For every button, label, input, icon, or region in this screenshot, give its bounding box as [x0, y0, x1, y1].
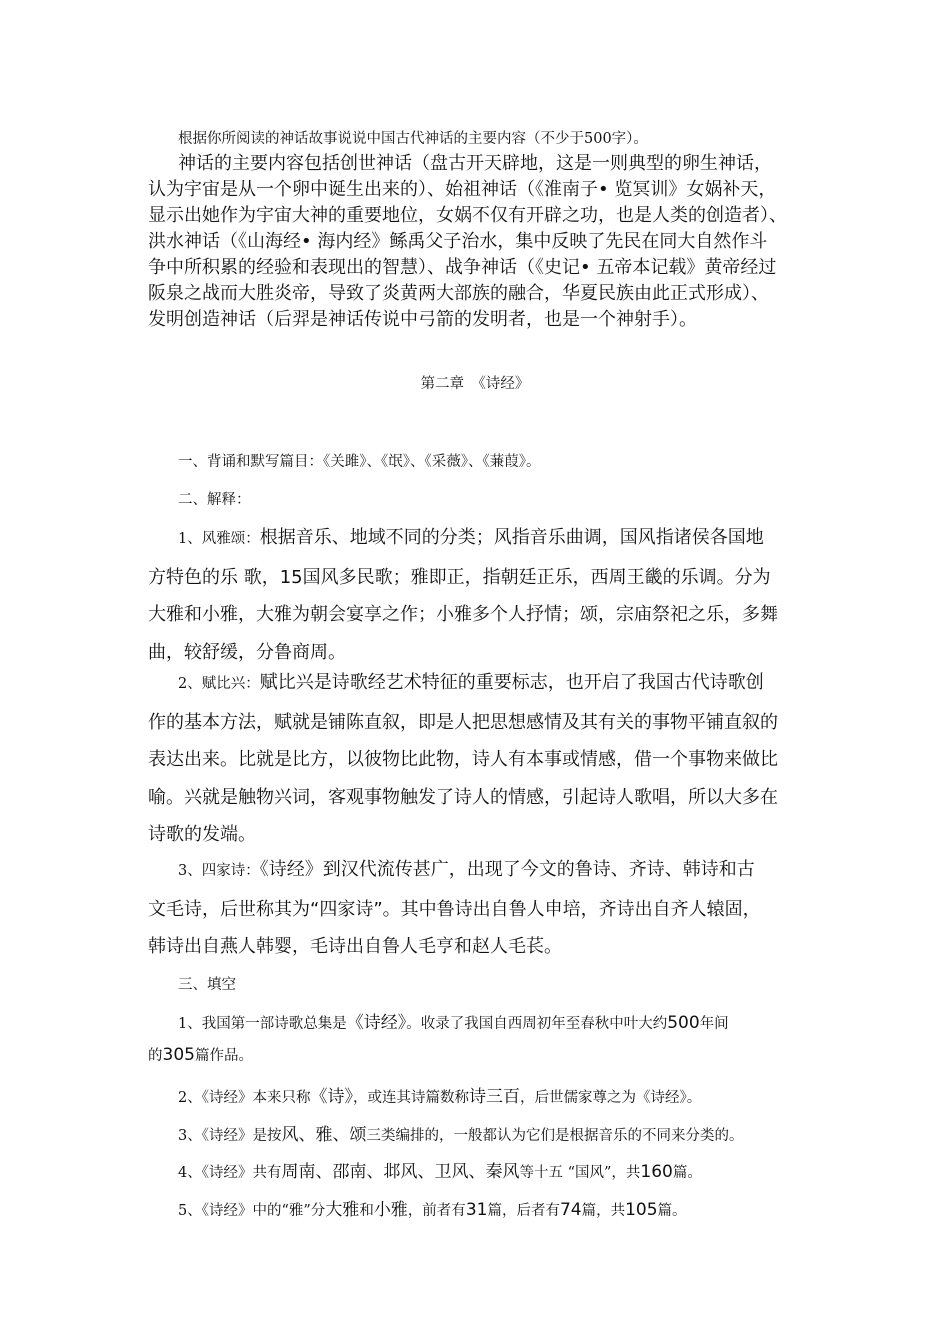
essay-line: 阪泉之战而大胜炎帝，导致了炎黄两大部族的融合，华夏民族由此正式形成）、 — [148, 283, 769, 304]
fill-answer: 《诗》 — [310, 1087, 353, 1107]
fill-item-3: 3、《诗经》是按风、雅、颂三类编排的，一般都认为它们是根据音乐的不同来分类的。 — [178, 1125, 744, 1145]
item-text: 表达出来。比就是比方，以彼物比此物，诗人有本事或情感，借一个事物来做比 — [148, 749, 778, 770]
explanation-fengyasong — [148, 519, 818, 671]
item-text: 《诗经》到汉代流传甚广，出现了今文的鲁诗、齐诗、韩诗和古 — [259, 859, 755, 880]
explanation-sijiashi — [148, 851, 818, 966]
item-text: 喻。兴就是触物兴词，客观事物触发了诗人的情感，引起诗人歌唱，所以大多在 — [148, 786, 778, 808]
essay-line: 发明创造神话（后羿是神话传说中弓箭的发明者，也是一个神射手）。 — [148, 309, 697, 330]
fill-answer: 500 — [667, 1013, 700, 1033]
fill-item-1: 1、我国第一部诗歌总集是《诗经》。收录了我国自西周初年至春秋中叶大约500年间 — [178, 1013, 729, 1033]
fill-answer: 74 — [559, 1200, 582, 1220]
essay-line: 洪水神话（《山海经• 海内经》鲧禹父子治水，集中反映了先民在同大自然作斗 — [148, 231, 768, 252]
fill-item-2: 2、《诗经》本来只称《诗》，或连其诗篇数称诗三百，后世儒家尊之为《诗经》。 — [178, 1087, 702, 1107]
item-text: 根据音乐、地域不同的分类；风指音乐曲调，国风指诸侯各国地 — [259, 527, 764, 548]
item-text: 韩诗出自燕人韩婴，毛诗出自鲁人毛亨和赵人毛苌。 — [148, 936, 562, 957]
fill-answer: 大雅 — [325, 1200, 360, 1220]
fill-answer: 《诗经》 — [346, 1013, 407, 1033]
essay-line: 显示出她作为宇宙大神的重要地位，女娲不仅有开辟之功，也是人类的创造者）、 — [148, 205, 787, 226]
item-lead: 3、四家诗： — [178, 863, 260, 879]
item-text: 曲，较舒缓，分鲁商周。 — [148, 641, 346, 663]
fill-answer: 风、雅、颂 — [281, 1125, 367, 1145]
fill-answer: 诗三百 — [468, 1087, 520, 1107]
essay-line: 神话的主要内容包括创世神话（盘古开天辟地，这是一则典型的卵生神话， — [178, 153, 772, 174]
item-text: 作的基本方法，赋就是铺陈直叙，即是人把思想感情及其有关的事物平铺直叙的 — [148, 711, 778, 733]
item-text: 诗歌的发端。 — [148, 824, 256, 845]
item-text: 大雅和小雅，大雅为朝会宴享之作；小雅多个人抒情；颂，宗庙祭祀之乐，多舞 — [148, 604, 778, 625]
item-text: 赋比兴是诗歌经艺术特征的重要标志，也开启了我国古代诗歌创 — [259, 672, 764, 693]
fill-item-5: 5、《诗经》中的“雅”分大雅和小雅，前者有31篇，后者有74篇，共105篇。 — [178, 1200, 687, 1220]
section-fill-blank: 三、填空 — [178, 977, 236, 993]
section-explanation: 二、解释： — [178, 492, 251, 508]
essay-line: 认为宇宙是从一个卵中诞生出来的）、始祖神话（《淮南子• 览冥训》女娲补天， — [148, 179, 777, 200]
item-text: 方特色的乐 歌，15国风多民歌；雅即正，指朝廷正乐，西周王畿的乐调。分为 — [148, 566, 771, 588]
fill-answer: 105 — [625, 1200, 658, 1220]
essay-line: 争中所积累的经验和表现出的智慧）、战争神话（《史记• 五帝本记载》黄帝经过 — [148, 257, 777, 278]
fill-answer: 305 — [162, 1045, 195, 1065]
fill-answer: 160 — [640, 1162, 673, 1182]
essay-answer — [148, 151, 808, 333]
fill-item-4: 4、《诗经》共有周南、邵南、邶风、卫风、秦风等十五 “国风”，共160篇。 — [178, 1162, 702, 1182]
explanation-fubixing — [148, 664, 818, 854]
item-text: 文毛诗，后世称其为“四家诗”。其中鲁诗出自鲁人申培，齐诗出自齐人辕固， — [148, 898, 761, 920]
fill-answer: 周南、邵南、邶风、卫风、秦风 — [281, 1162, 520, 1182]
item-lead: 1、风雅颂： — [178, 531, 260, 547]
fill-answer: 31 — [465, 1200, 488, 1220]
item-lead: 2、赋比兴： — [178, 676, 260, 692]
essay-question: 根据你所阅读的神话故事说说中国古代神话的主要内容（不少于500字）。 — [178, 131, 648, 147]
section-recitation: 一、背诵和默写篇目：《关雎》、《氓》、《采薇》、《蒹葭》。 — [178, 454, 541, 470]
chapter-title: 第二章 《诗经》 — [420, 376, 530, 392]
fill-item-1-cont: 的305篇作品。 — [148, 1045, 253, 1065]
fill-answer: 小雅 — [373, 1200, 408, 1220]
